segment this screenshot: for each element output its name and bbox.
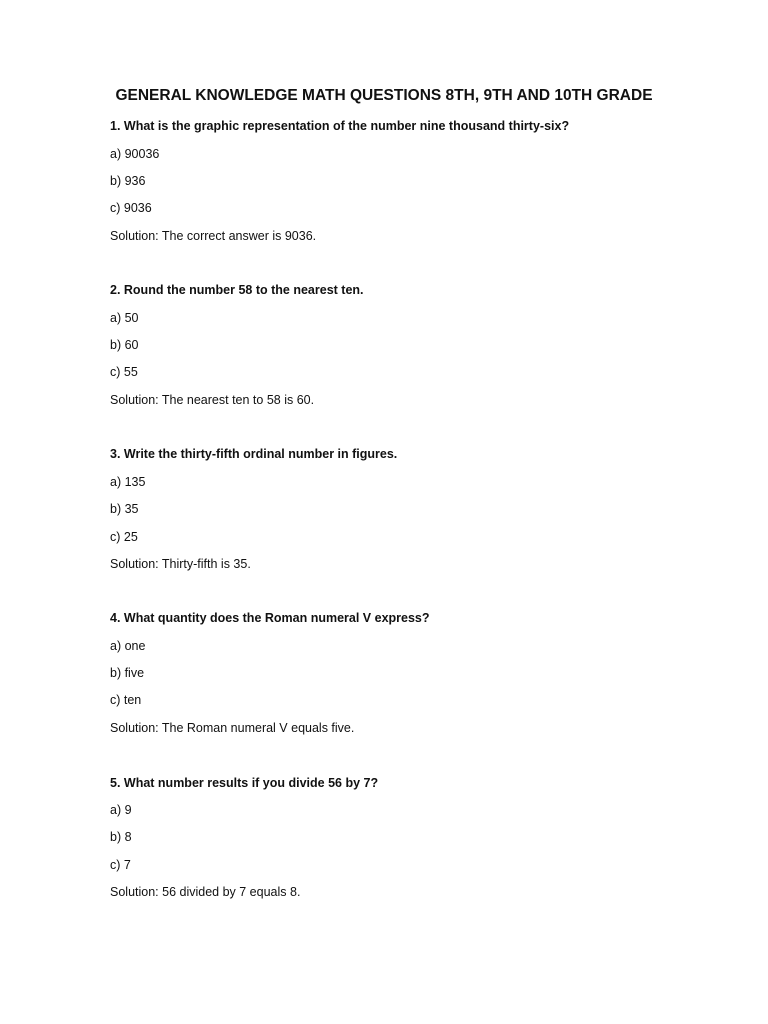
answer-option-b: b) 60 <box>110 338 139 352</box>
question-text: 5. What number results if you divide 56 by 7? <box>110 776 379 790</box>
answer-option-a: a) 50 <box>110 311 139 325</box>
answer-option-c: c) 25 <box>110 530 138 544</box>
answer-option-c: c) ten <box>110 693 142 707</box>
solution-text: Solution: The correct answer is 9036. <box>110 229 317 243</box>
question-text: 2. Round the number 58 to the nearest ten. <box>110 283 364 297</box>
answer-option-b: b) 936 <box>110 174 146 188</box>
page-title: GENERAL KNOWLEDGE MATH QUESTIONS 8TH, 9TH AND 10TH GRADE <box>115 87 653 104</box>
answer-option-a: a) 90036 <box>110 147 160 161</box>
answer-option-c: c) 7 <box>110 858 131 872</box>
answer-option-a: a) 135 <box>110 475 146 489</box>
answer-option-c: c) 55 <box>110 365 138 379</box>
answer-option-b: b) 35 <box>110 502 139 516</box>
answer-option-a: a) 9 <box>110 803 132 817</box>
answer-option-b: b) five <box>110 666 145 680</box>
answer-option-a: a) one <box>110 639 146 653</box>
solution-text: Solution: Thirty-fifth is 35. <box>110 557 251 571</box>
question-text: 1. What is the graphic representation of the number nine thousand thirty-six? <box>110 119 570 133</box>
solution-text: Solution: The nearest ten to 58 is 60. <box>110 393 315 407</box>
answer-option-b: b) 8 <box>110 830 132 844</box>
solution-text: Solution: 56 divided by 7 equals 8. <box>110 885 301 899</box>
question-text: 3. Write the thirty-fifth ordinal number in figures. <box>110 447 398 461</box>
question-text: 4. What quantity does the Roman numeral V express? <box>110 611 430 625</box>
solution-text: Solution: The Roman numeral V equals five. <box>110 721 355 735</box>
answer-option-c: c) 9036 <box>110 201 152 215</box>
